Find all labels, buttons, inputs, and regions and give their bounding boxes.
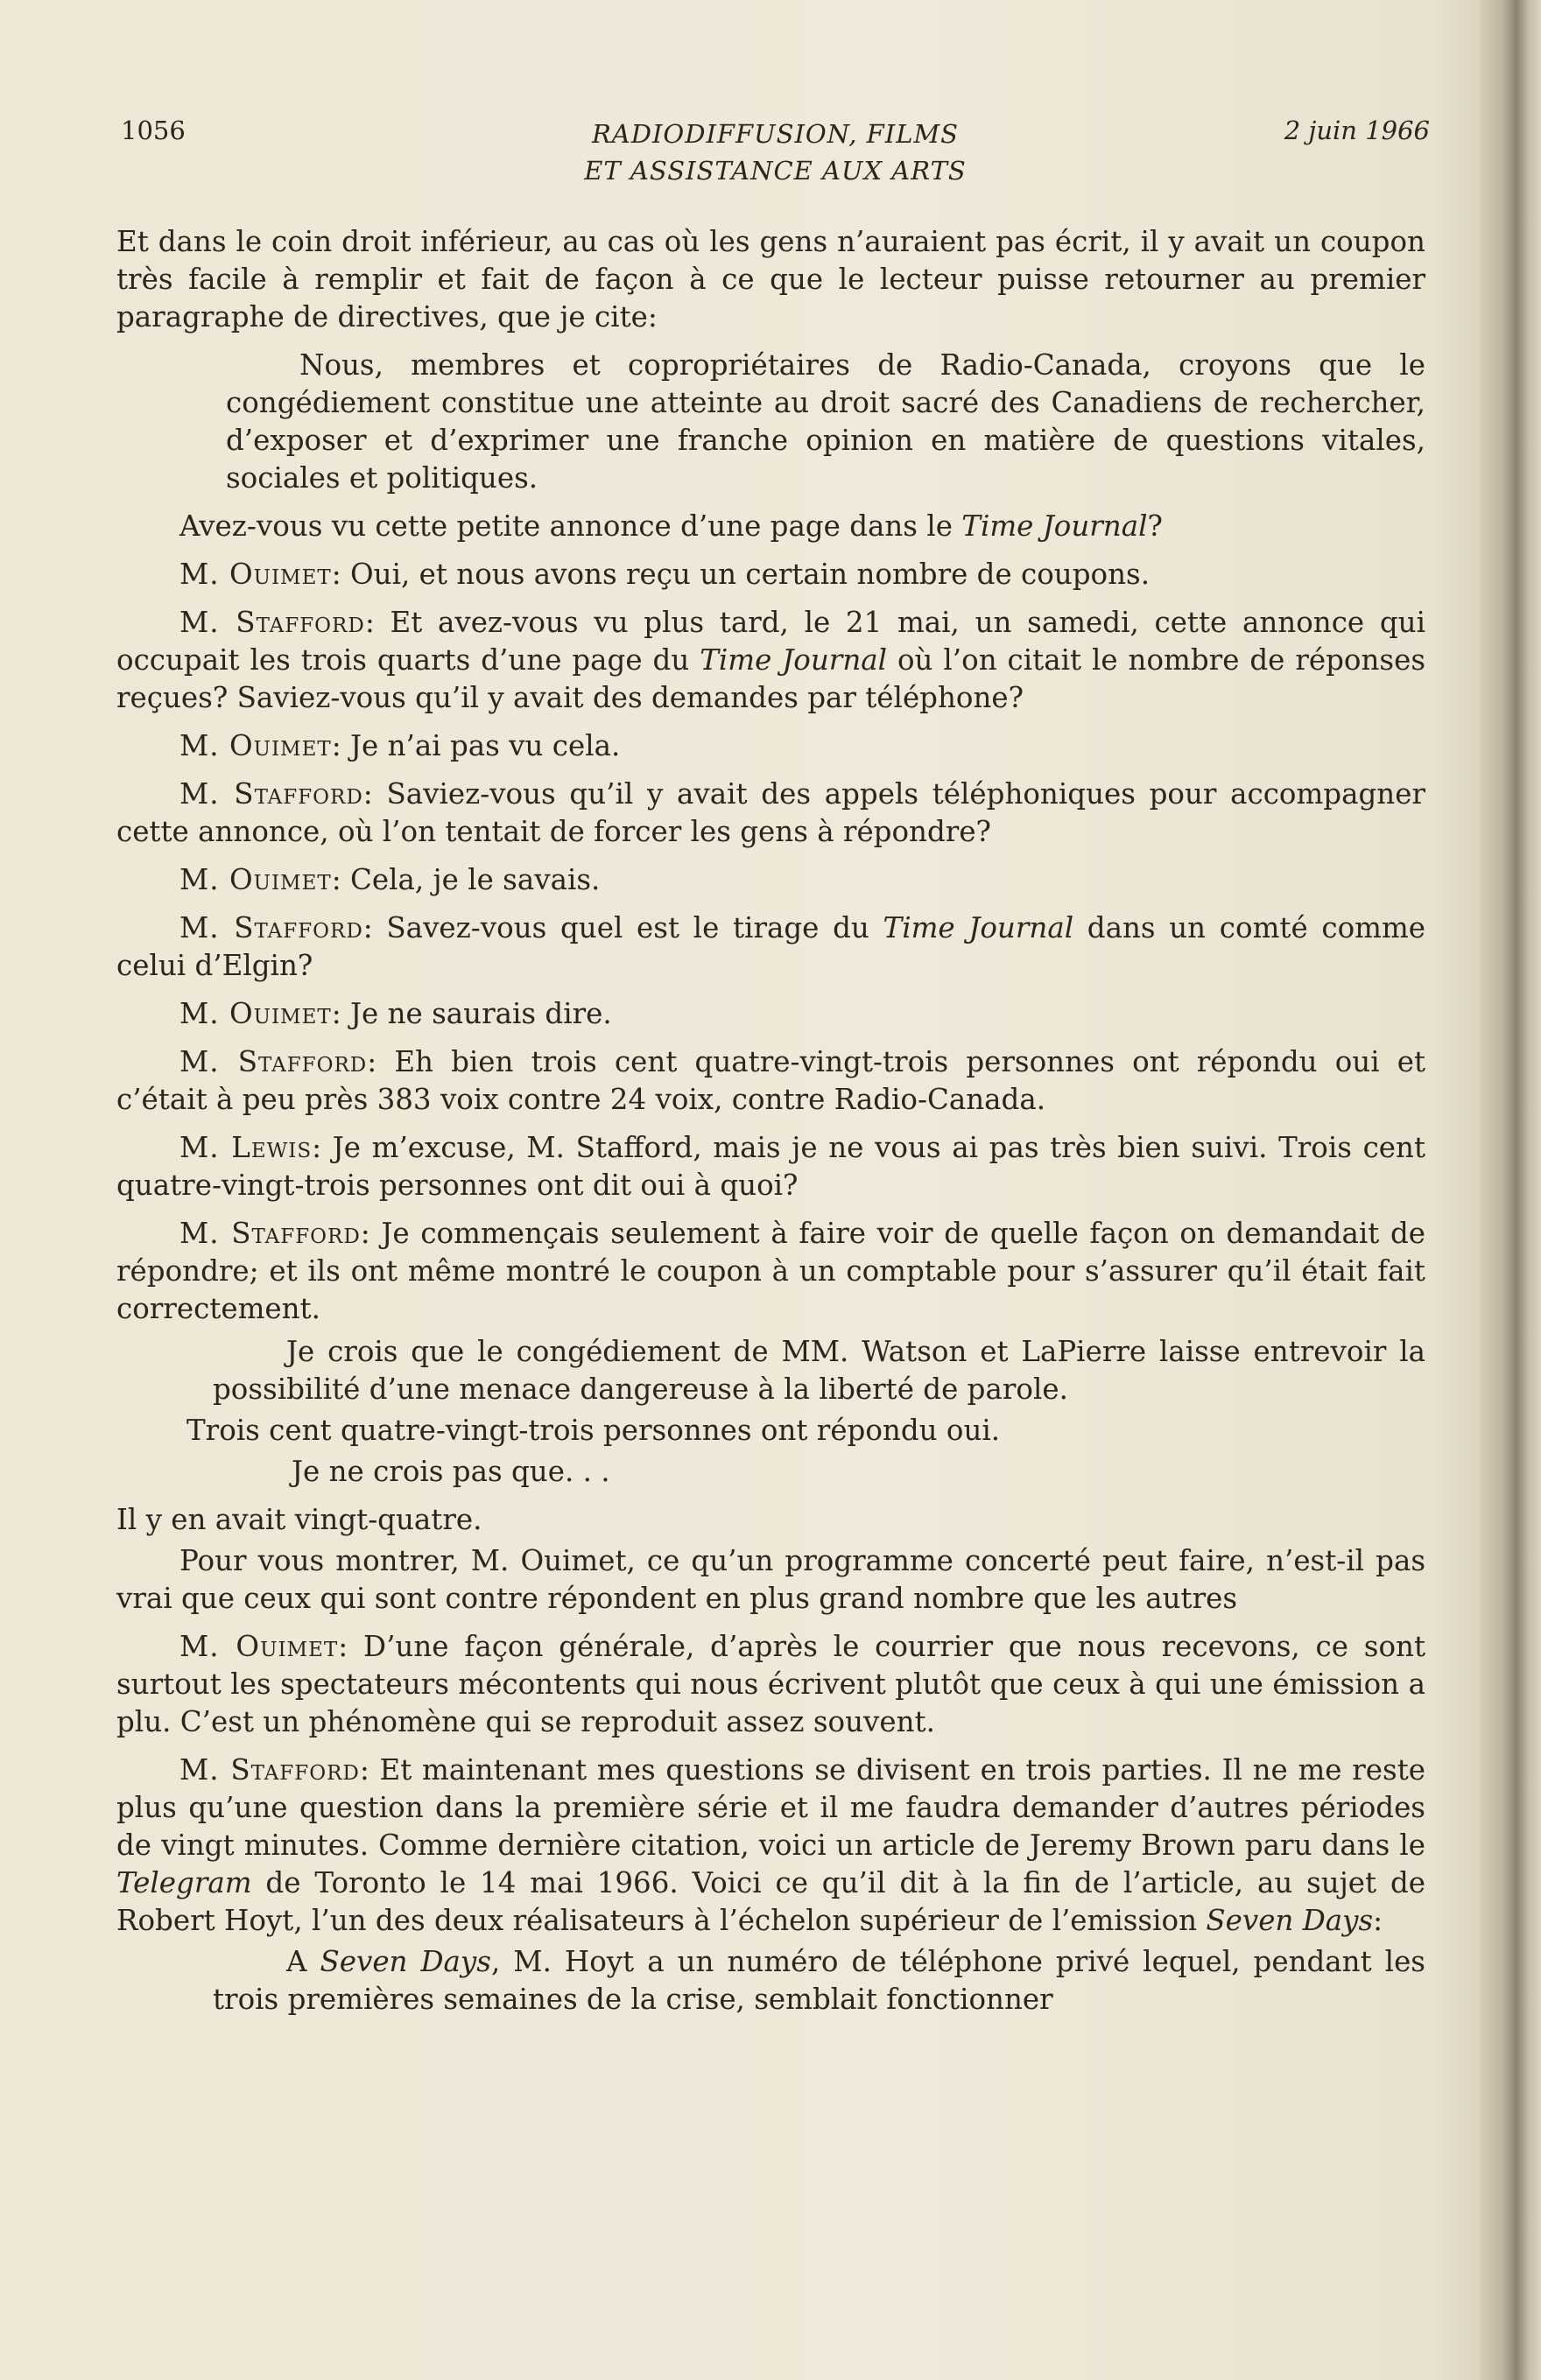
- paragraph: Trois cent quatre-vingt-trois personnes ont répondu oui.: [186, 1414, 1001, 1447]
- paragraph: Pour vous montrer, M. Ouimet, ce qu’un programme concerté peut faire, n’est-il pas vrai que ceux qui sont contre répondent en plus grand nombre que les autres: [116, 1544, 1425, 1615]
- page-body: [116, 223, 1425, 2029]
- speaker-name: M. Ouimet: [179, 997, 332, 1030]
- speaker-name: M. Stafford: [179, 777, 363, 811]
- dialogue-paragraph: M. Ouimet: Je ne saurais dire.: [179, 997, 612, 1030]
- dialogue-paragraph: M. Stafford: Savez-vous quel est le tirage du Time Journal dans un comté comme celui d’Elgin?: [116, 911, 1426, 982]
- block-quote: Nous, membres et copropriétaires de Radio-Canada, croyons que le congédiement constitue une atteinte au droit sacré des Canadiens de rechercher, d’exposer et d’exprimer une franche opinion en matière de questions vitales, sociales et politiques.: [226, 348, 1425, 495]
- paragraph: Avez-vous vu cette petite annonce d’une page dans le Time Journal?: [179, 509, 1163, 543]
- dialogue-paragraph: M. Stafford: Saviez-vous qu’il y avait des appels téléphoniques pour accompagner cette annonce, où l’on tentait de forcer les gens à répondre?: [116, 777, 1425, 848]
- speaker-name: M. Stafford: [179, 1217, 361, 1250]
- paragraph: Il y en avait vingt-quatre.: [116, 1503, 482, 1536]
- dialogue-paragraph: M. Stafford: Et maintenant mes questions se divisent en trois parties. Il ne me reste plus qu’une question dans la première série et il me faudra demander d’autres périodes de vingt minutes. Comme dernière citation, voici un article de Jeremy Brown paru dans le Telegram de Toronto le 14 mai 1966. Voici ce qu’il dit à la fin de l’article, au sujet de Robert Hoyt, l’un des deux réalisateurs à l’échelon supérieur de l’emission Seven Days:: [116, 1753, 1426, 1937]
- speaker-name: M. Stafford: [179, 911, 363, 944]
- page-number: 1056: [121, 116, 186, 145]
- speaker-name: M. Stafford: [179, 1045, 368, 1078]
- dialogue-paragraph: M. Lewis: Je m’excuse, M. Stafford, mais je ne vous ai pas très bien suivi. Trois cent quatre-vingt-trois personnes ont dit oui à quoi?: [116, 1131, 1425, 1202]
- paragraph: Et dans le coin droit inférieur, au cas où les gens n’auraient pas écrit, il y avait un coupon très facile à remplir et fait de façon à ce que le lecteur puisse retourner au premier paragraphe de directives, que je cite:: [116, 225, 1425, 333]
- dialogue-paragraph: M. Stafford: Et avez-vous vu plus tard, le 21 mai, un samedi, cette annonce qui occupait les trois quarts d’une page du Time Journal où l’on citait le nombre de réponses reçues? Saviez-vous qu’il y avait des demandes par téléphone?: [116, 606, 1426, 714]
- running-title: [121, 116, 1430, 189]
- speaker-name: M. Stafford: [179, 606, 365, 639]
- dialogue-paragraph: M. Ouimet: Je n’ai pas vu cela.: [179, 729, 621, 762]
- running-title-line1: RADIODIFFUSION, FILMS: [591, 119, 960, 149]
- speaker-name: M. Ouimet: [179, 729, 332, 762]
- dialogue-paragraph: M. Stafford: Eh bien trois cent quatre-vingt-trois personnes ont répondu oui et c’était à peu près 383 voix contre 24 voix, contre Radio-Canada.: [116, 1045, 1426, 1116]
- dialogue-paragraph: M. Ouimet: Oui, et nous avons reçu un certain nombre de coupons.: [179, 558, 1150, 591]
- dialogue-paragraph: M. Ouimet: Cela, je le savais.: [179, 863, 601, 896]
- speaker-name: M. Ouimet: [179, 863, 332, 896]
- paragraph: Je ne crois pas que. . .: [292, 1455, 610, 1488]
- running-title-line2: ET ASSISTANCE AUX ARTS: [584, 156, 967, 186]
- speaker-name: M. Ouimet: [179, 1630, 339, 1663]
- dialogue-paragraph: M. Stafford: Je commençais seulement à faire voir de quelle façon on demandait de répondre; et ils ont même montré le coupon à un comptable pour s’assurer qu’il était fait correctement.: [116, 1217, 1425, 1325]
- block-quote: A Seven Days, M. Hoyt a un numéro de téléphone privé lequel, pendant les trois premières semaines de la crise, semblait fonctionner: [213, 1945, 1425, 2016]
- speaker-name: M. Ouimet: [179, 558, 332, 591]
- block-quote: Je crois que le congédiement de MM. Watson et LaPierre laisse entrevoir la possibilité d’une menace dangereuse à la liberté de parole.: [213, 1335, 1425, 1406]
- dialogue-paragraph: M. Ouimet: D’une façon générale, d’après le courrier que nous recevons, ce sont surtout les spectateurs mécontents qui nous écrivent plutôt que ceux à qui une émission a plu. C’est un phénomène qui se reproduit assez souvent.: [116, 1630, 1426, 1738]
- speaker-name: M. Stafford: [179, 1753, 360, 1787]
- speaker-name: M. Lewis: [179, 1131, 313, 1164]
- page-header: [121, 112, 1430, 191]
- book-binding-shadow: [1480, 0, 1541, 2380]
- page-date: 2 juin 1966: [1284, 116, 1430, 145]
